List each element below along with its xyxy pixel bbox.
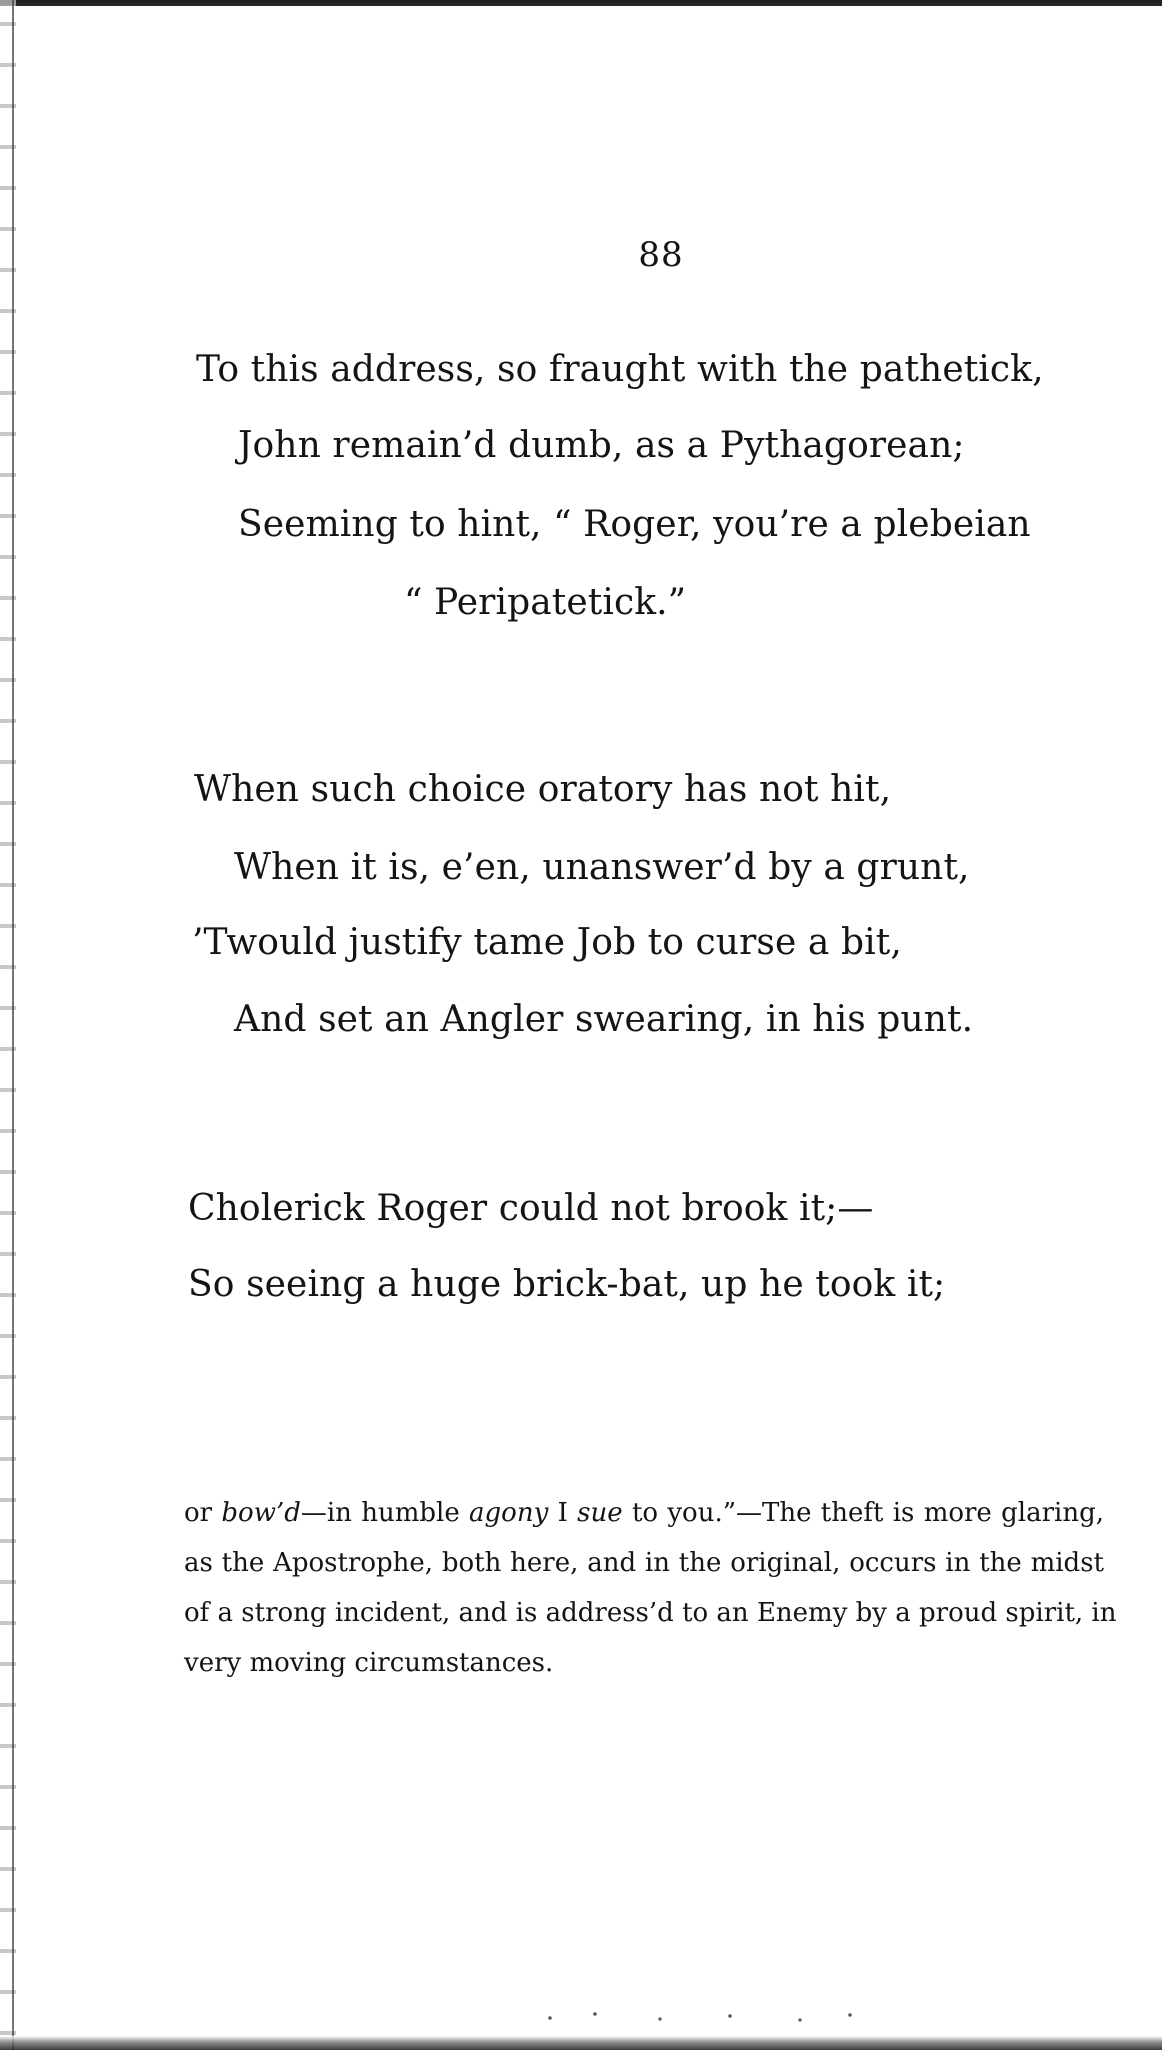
footnote-text: I bbox=[548, 1498, 578, 1528]
stanza-3-line-1: Cholerick Roger could not brook it;— bbox=[188, 1188, 874, 1229]
stanza-2-line-3: ’Twould justify tame Job to curse a bit, bbox=[192, 922, 902, 963]
footnote-line-4: very moving circumstances. bbox=[184, 1648, 554, 1678]
stanza-2-line-4: And set an Angler swearing, in his punt. bbox=[234, 999, 974, 1040]
footnote-line-2: as the Apostrophe, both here, and in the original, occurs in the midst bbox=[184, 1548, 1104, 1578]
footnote-text: or bbox=[184, 1498, 222, 1528]
footnote bbox=[184, 1488, 1117, 1688]
footnote-line-1 bbox=[184, 1488, 1104, 1538]
footnote-text: to you.”—The theft is more glaring, bbox=[622, 1498, 1104, 1528]
stanza-1-line-2: John remain’d dumb, as a Pythagorean; bbox=[238, 425, 965, 466]
stanza-1-line-1: To this address, so fraught with the pathetick, bbox=[196, 349, 1044, 390]
footnote-line-3: of a strong incident, and is address’d to an Enemy by a proud spirit, in bbox=[184, 1598, 1117, 1628]
footnote-italic: bow’d bbox=[221, 1498, 301, 1528]
footnote-italic: agony bbox=[469, 1498, 549, 1528]
scan-top-edge bbox=[0, 0, 1162, 6]
scan-specks bbox=[540, 2010, 870, 2026]
stanza-1-line-4: “ Peripatetick.” bbox=[404, 582, 687, 623]
page-number: 88 bbox=[638, 235, 684, 275]
scan-bottom-edge bbox=[0, 2036, 1162, 2050]
stanza-2-line-1: When such choice oratory has not hit, bbox=[194, 769, 892, 810]
scan-left-binding-line bbox=[12, 0, 14, 2050]
stanza-2-line-2: When it is, e’en, unanswer’d by a grunt, bbox=[234, 847, 970, 888]
footnote-text: —in humble bbox=[300, 1498, 470, 1528]
footnote-italic: sue bbox=[577, 1498, 623, 1528]
stanza-1-line-3: Seeming to hint, “ Roger, you’re a plebeian bbox=[238, 504, 1031, 545]
stanza-3-line-2: So seeing a huge brick-bat, up he took it; bbox=[188, 1264, 946, 1305]
